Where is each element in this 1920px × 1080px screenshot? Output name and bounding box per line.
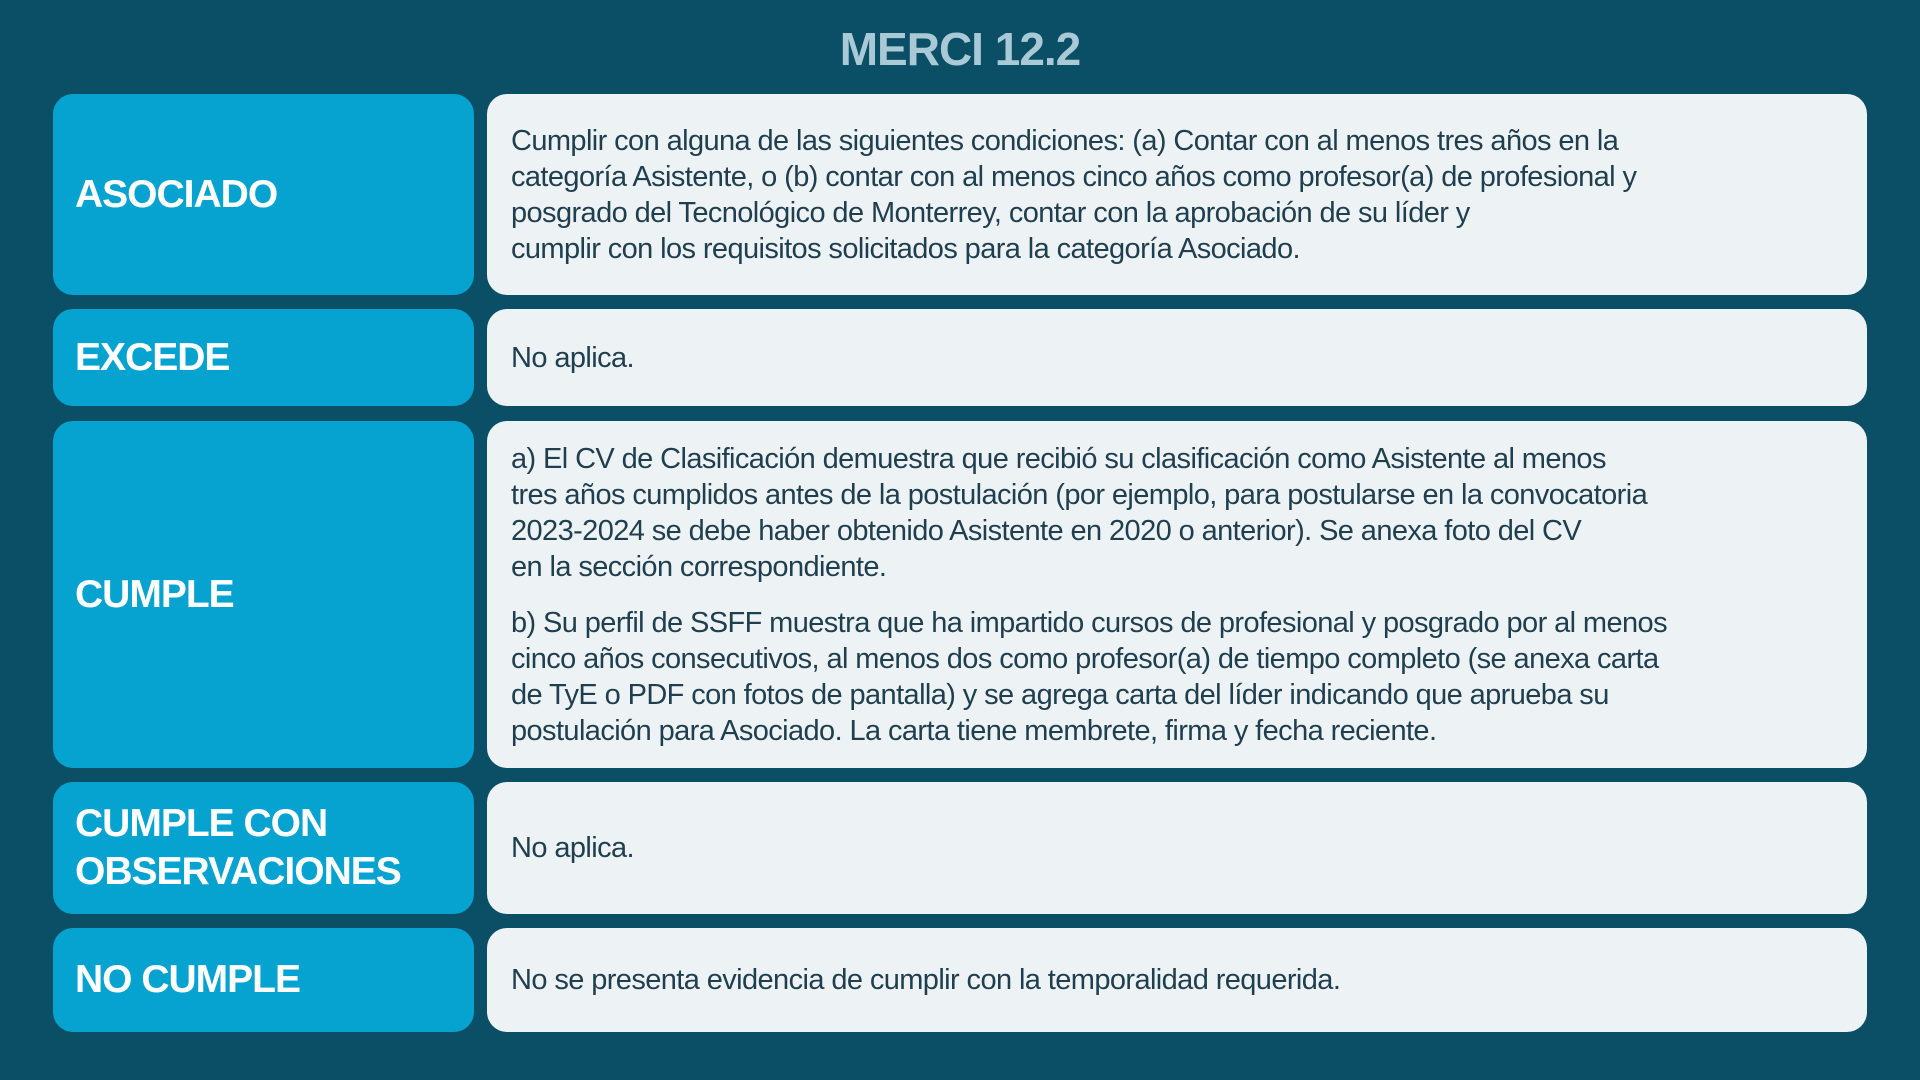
label-cumple bbox=[53, 421, 474, 768]
text-line: posgrado del Tecnológico de Monterrey, contar con la aprobación de su líder y bbox=[511, 196, 1470, 229]
text-line: tres años cumplidos antes de la postulación (por ejemplo, para postularse en la convocatoria bbox=[511, 478, 1648, 511]
description-excede bbox=[487, 309, 1867, 406]
page-title: MERCI 12.2 bbox=[839, 23, 1081, 75]
text-line: No aplica. bbox=[511, 832, 634, 864]
label-line: EXCEDE bbox=[75, 335, 230, 379]
label-asociado bbox=[53, 94, 474, 295]
paragraph bbox=[511, 962, 1843, 998]
paragraph bbox=[511, 123, 1843, 267]
description-asociado bbox=[487, 94, 1867, 295]
label-cumple-con-observaciones bbox=[53, 782, 474, 914]
description-cumple-con-observaciones bbox=[487, 782, 1867, 914]
text-line: postulación para Asociado. La carta tiene membrete, firma y fecha reciente. bbox=[511, 714, 1437, 747]
text-line: de TyE o PDF con fotos de pantalla) y se agrega carta del líder indicando que aprueba su bbox=[511, 678, 1609, 711]
text-line: categoría Asistente, o (b) contar con al menos cinco años como profesor(a) de profesional y bbox=[511, 160, 1637, 193]
text-line: a) El CV de Clasificación demuestra que recibió su clasificación como Asistente al menos bbox=[511, 442, 1606, 475]
description-cumple bbox=[487, 421, 1867, 768]
text-line: No se presenta evidencia de cumplir con la temporalidad requerida. bbox=[511, 964, 1341, 996]
text-line: cinco años consecutivos, al menos dos como profesor(a) de tiempo completo (se anexa carta bbox=[511, 642, 1659, 675]
text-line: cumplir con los requisitos solicitados para la categoría Asociado. bbox=[511, 232, 1300, 265]
paragraph bbox=[511, 441, 1843, 585]
row-cumple-con-observaciones bbox=[53, 782, 1867, 914]
text-line: No aplica. bbox=[511, 341, 634, 374]
row-no-cumple bbox=[53, 928, 1867, 1032]
paragraph bbox=[511, 605, 1843, 749]
label-line: OBSERVACIONES bbox=[75, 850, 401, 893]
text-line: b) Su perfil de SSFF muestra que ha impartido cursos de profesional y posgrado por al menos bbox=[511, 606, 1667, 639]
paragraph bbox=[511, 340, 1843, 376]
label-line: CUMPLE CON bbox=[75, 802, 328, 845]
description-no-cumple bbox=[487, 928, 1867, 1032]
row-asociado bbox=[53, 94, 1867, 295]
label-excede bbox=[53, 309, 474, 406]
text-line: Cumplir con alguna de las siguientes condiciones: (a) Contar con al menos tres años en la bbox=[511, 124, 1619, 157]
paragraph bbox=[511, 830, 1843, 866]
label-line: ASOCIADO bbox=[75, 172, 278, 216]
text-line: en la sección correspondiente. bbox=[511, 550, 887, 583]
row-excede bbox=[53, 309, 1867, 406]
label-line: NO CUMPLE bbox=[75, 958, 300, 1001]
label-no-cumple bbox=[53, 928, 474, 1032]
text-line: 2023-2024 se debe haber obtenido Asistente en 2020 o anterior). Se anexa foto del CV bbox=[511, 514, 1582, 547]
label-line: CUMPLE bbox=[75, 572, 234, 616]
row-cumple bbox=[53, 421, 1867, 768]
